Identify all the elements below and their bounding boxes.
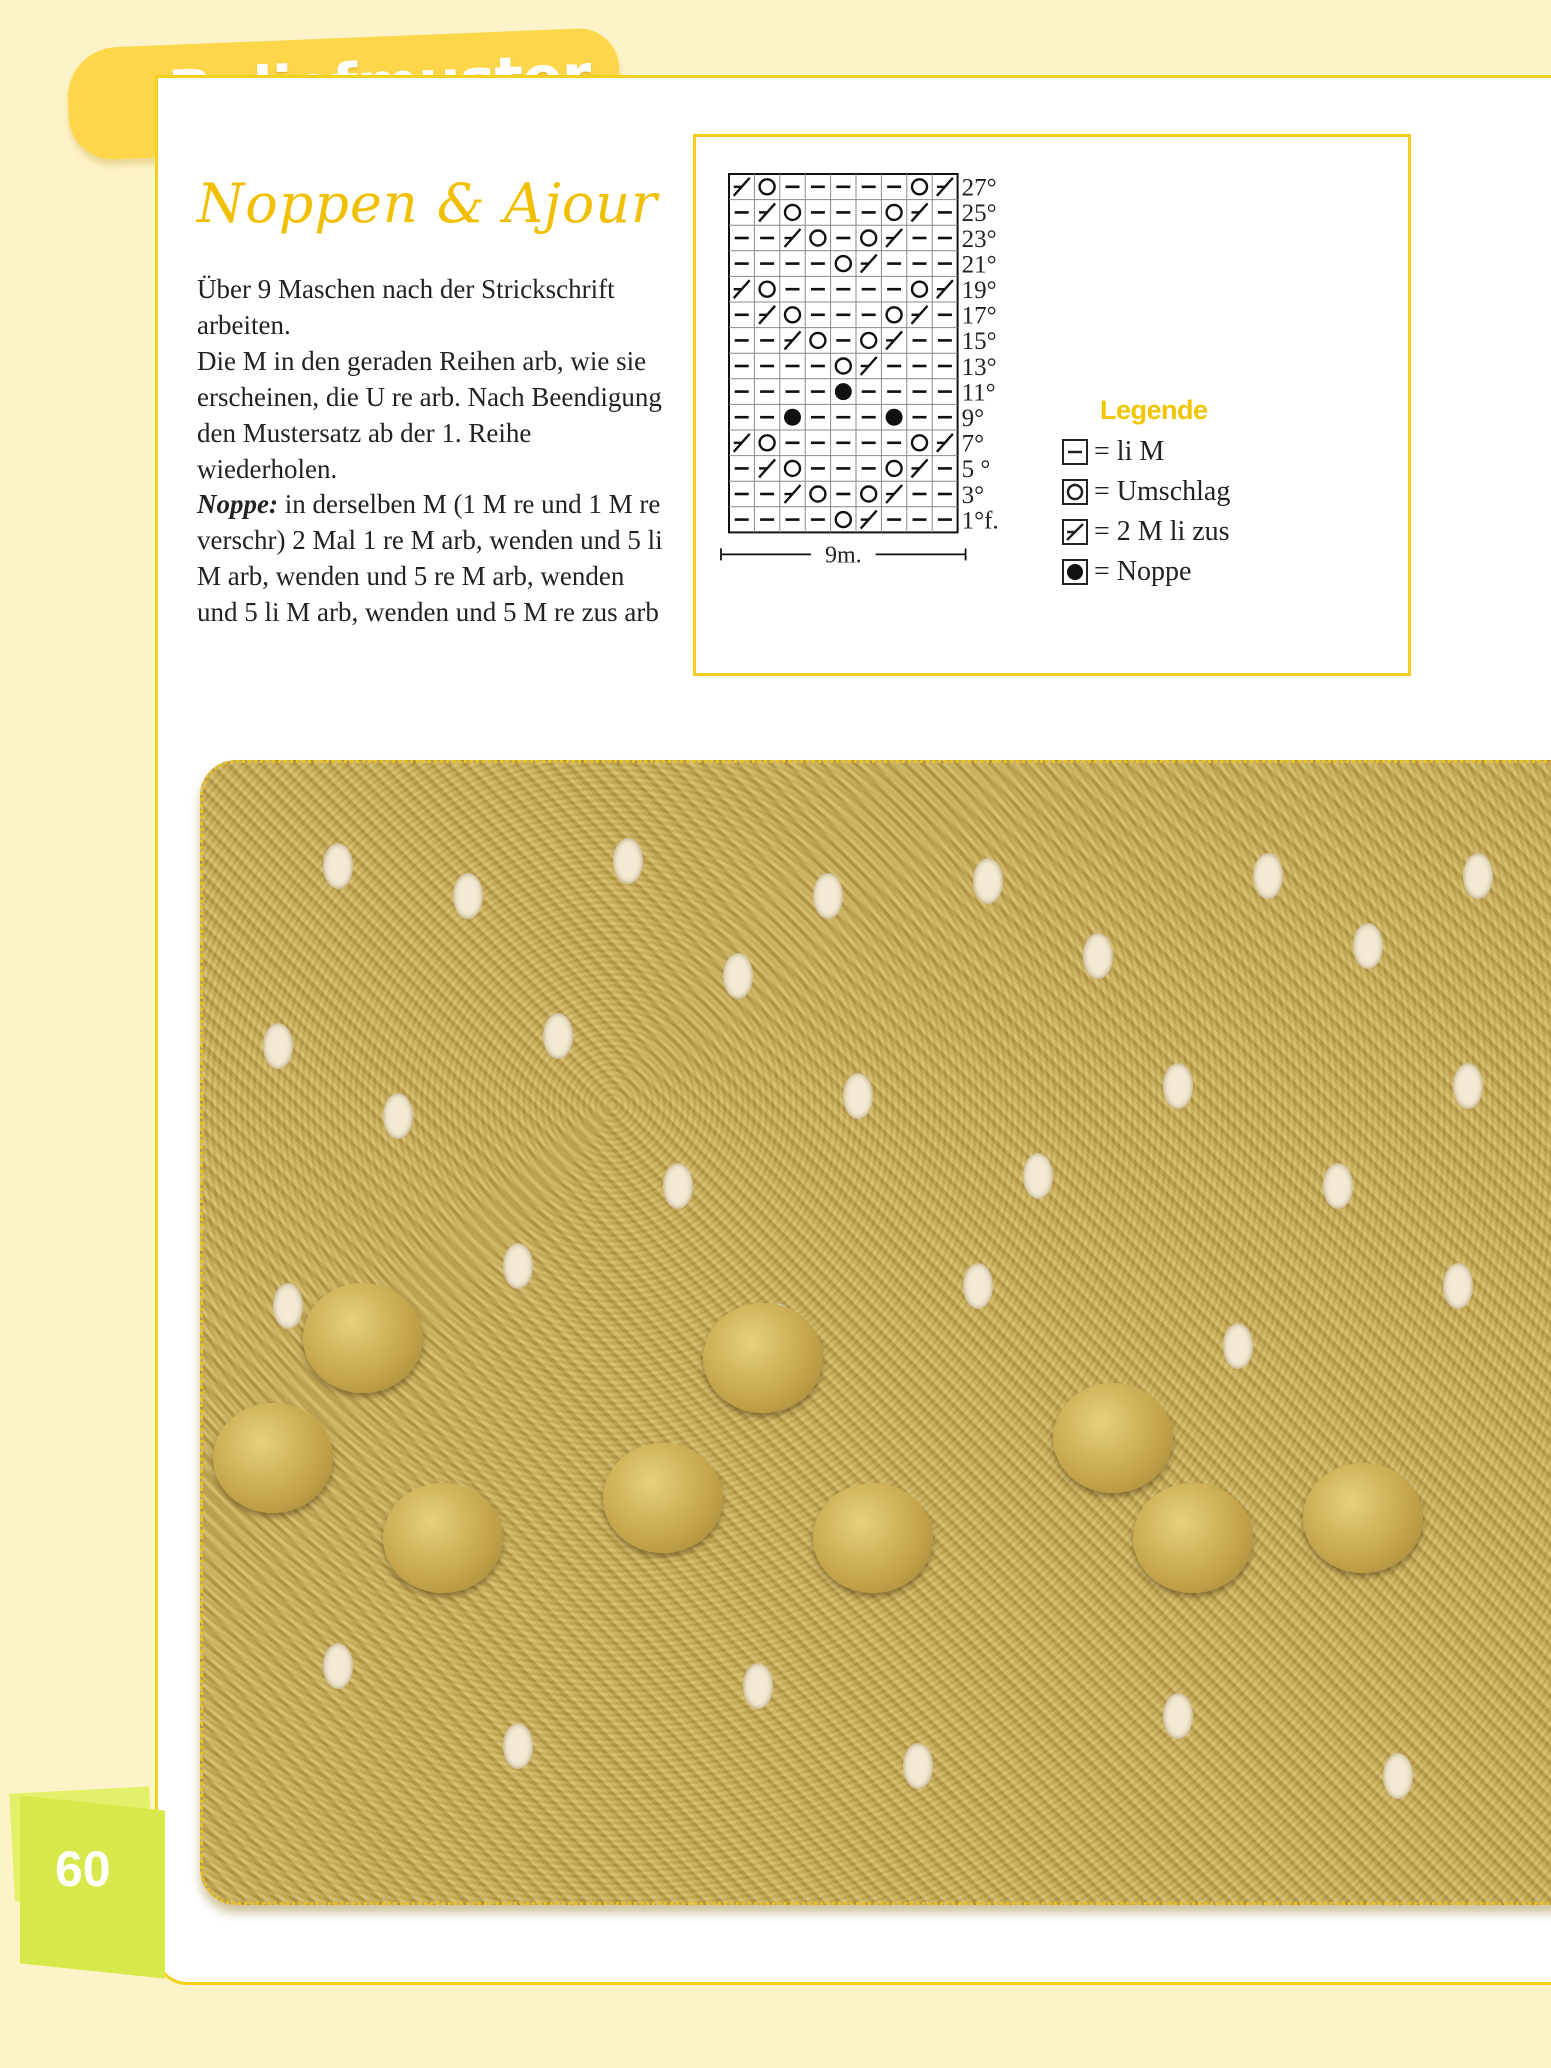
legend-item-k2tog: [1062, 512, 1230, 552]
noppe-text: in derselben M (1 M re und 1 M re verschr) 2 Mal 1 re M arb, wenden und 5 li M arb, wenden und 5 re M arb, wenden und 5 li M arb, wenden und 5 M re zus arb: [197, 489, 663, 628]
legend-item-yarn-over: [1062, 472, 1230, 512]
k2tog-icon: [1062, 519, 1088, 545]
row-label: 21°: [961, 251, 997, 279]
row-label: 19°: [961, 277, 997, 304]
bobble-icon: [1062, 559, 1088, 585]
page-number: 60: [55, 1841, 111, 1897]
noppe-instruction: [197, 487, 667, 631]
row-label: 13°: [961, 353, 997, 381]
chart-cell: [784, 409, 801, 426]
legend-title: Legende: [1100, 395, 1208, 425]
legend-label-k2tog: = 2 M li zus: [1094, 516, 1230, 547]
legend-label-purl: = li M: [1094, 436, 1165, 467]
row-label: 15°: [961, 328, 997, 356]
row-label: 11°: [961, 379, 996, 407]
instruction-line-2: Die M in den geraden Reihen arb, wie sie erscheinen, die U re arb. Nach Beendigung den Mustersatz ab der 1. Reihe wiederholen.: [197, 345, 662, 484]
row-label: 7°: [961, 430, 985, 458]
purl-icon: [1062, 439, 1088, 465]
row-label: 1°f.: [961, 507, 999, 535]
width-label: 9m.: [824, 542, 862, 569]
instructions: [197, 272, 667, 631]
row-label: 27°: [961, 174, 997, 202]
legend: [1062, 395, 1230, 592]
row-label: 9°: [961, 405, 985, 432]
chart-cell: [835, 383, 852, 400]
legend-label-yarn-over: = Umschlag: [1094, 476, 1231, 507]
yarn-over-icon: [1062, 479, 1088, 505]
knitted-swatch-photo: [200, 760, 1551, 1905]
row-label: 25°: [961, 200, 997, 228]
row-label: 3°: [961, 481, 985, 509]
legend-item-purl: [1062, 432, 1230, 472]
legend-item-bobble: [1062, 552, 1230, 592]
pattern-title: Noppen & Ajour: [197, 172, 658, 235]
row-label: 23°: [961, 225, 997, 253]
row-label: 5 °: [961, 456, 991, 484]
row-label: 17°: [961, 302, 997, 330]
noppe-label: Noppe:: [197, 489, 278, 520]
knitting-chart: [696, 137, 1408, 673]
chart-box: [693, 134, 1411, 676]
legend-label-bobble: = Noppe: [1094, 556, 1192, 587]
chart-cell: [886, 409, 903, 426]
instruction-line-1: Über 9 Maschen nach der Strickschrift arbeiten.: [197, 274, 615, 340]
